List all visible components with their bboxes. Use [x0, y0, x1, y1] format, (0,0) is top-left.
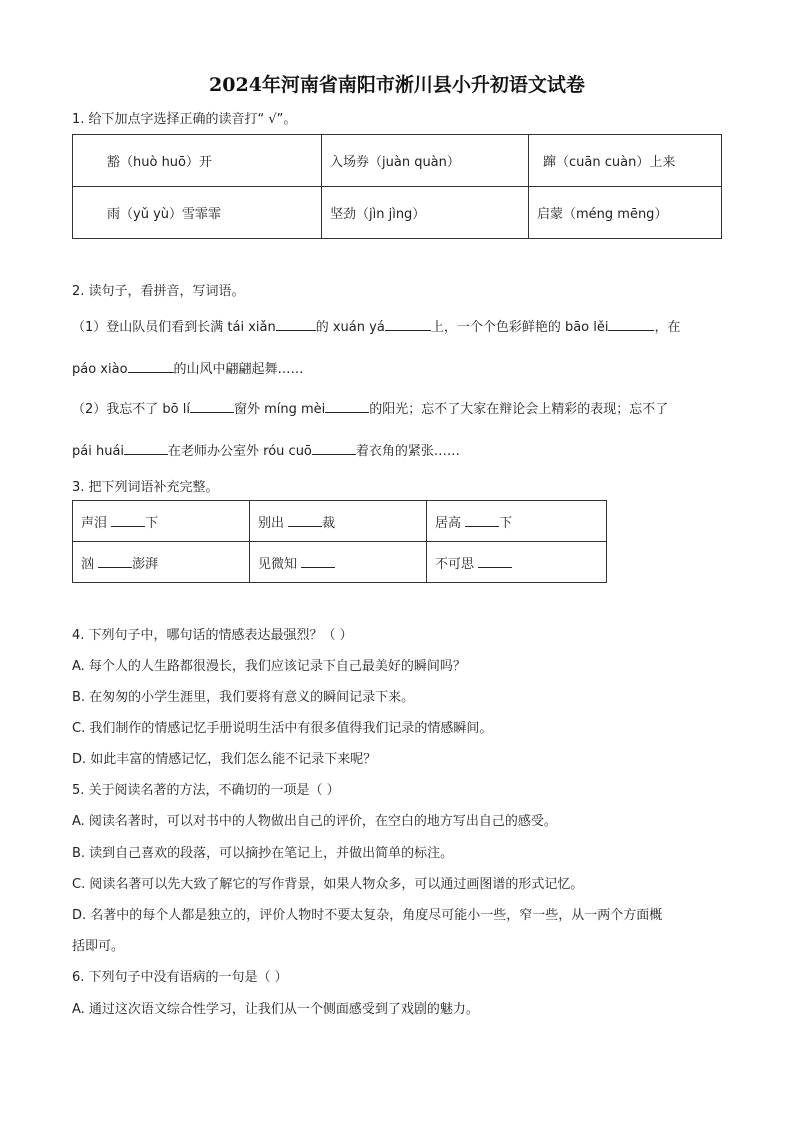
- answer-blank[interactable]: [276, 318, 316, 331]
- q2-sentence-2-line-1: [72, 398, 722, 417]
- table-cell: 雨（yǔ yù）雪霏霏: [73, 187, 322, 239]
- q4-option-b[interactable]: B. 在匆匆的小学生涯里，我们要将有意义的瞬间记录下来。: [72, 690, 415, 705]
- answer-blank[interactable]: [190, 400, 234, 413]
- q4-option-c[interactable]: C. 我们制作的情感记忆手册说明生活中有很多值得我们记录的情感瞬间。: [72, 721, 493, 736]
- text-span: 下: [145, 515, 159, 531]
- q2-sentence-1-line-1: [72, 316, 722, 335]
- q4-stem: 4. 下列句子中，哪句话的情感表达最强烈？（ ）: [72, 628, 353, 643]
- text-span: pái huái: [72, 444, 125, 459]
- answer-blank[interactable]: [128, 360, 174, 373]
- table-cell: [427, 542, 607, 583]
- table-row: [73, 187, 722, 239]
- text-span: 见微知: [258, 556, 298, 572]
- table-cell: 启蒙（méng mēng）: [529, 187, 722, 239]
- table-cell: [73, 501, 250, 542]
- q2-sentence-2-line-2: [72, 440, 722, 459]
- text-span: 裁: [322, 515, 336, 531]
- q4-option-d[interactable]: D. 如此丰富的情感记忆，我们怎么能不记录下来呢？: [72, 752, 377, 767]
- table-cell: [250, 542, 427, 583]
- page-title: 2024年河南省南阳市淅川县小升初语文试卷: [209, 74, 585, 96]
- answer-blank[interactable]: [312, 442, 356, 455]
- text-span: 不可思: [435, 556, 475, 572]
- text-span: 在老师办公室外 róu cuō: [168, 444, 312, 459]
- q3-stem: 3. 把下列词语补充完整。: [72, 480, 219, 495]
- text-span: ，在: [654, 320, 681, 335]
- answer-blank[interactable]: [98, 555, 132, 568]
- q3-table: [72, 500, 607, 583]
- q6-stem: 6. 下列句子中没有语病的一句是（ ）: [72, 970, 288, 985]
- table-row: [73, 501, 607, 542]
- table-cell: [427, 501, 607, 542]
- q5-option-a[interactable]: A. 阅读名著时，可以对书中的人物做出自己的评价，在空白的地方写出自己的感受。: [72, 814, 557, 829]
- answer-blank[interactable]: [478, 555, 512, 568]
- text-span: 别出: [258, 515, 285, 531]
- q1-stem: 1. 给下加点字选择正确的读音打“ √”。: [72, 112, 297, 127]
- text-span: 上，一个个色彩鲜艳的 bāo lěi: [430, 320, 609, 335]
- text-span: 汹: [81, 556, 95, 572]
- text-span: 的阳光；忘不了大家在辩论会上精彩的表现；忘不了: [369, 402, 669, 417]
- text-span: 的山风中翩翩起舞……: [173, 362, 304, 377]
- q5-stem: 5. 关于阅读名著的方法，不确切的一项是（ ）: [72, 783, 340, 798]
- q5-option-d-continued: 括即可。: [72, 939, 125, 954]
- answer-blank[interactable]: [111, 514, 145, 527]
- q1-table: [72, 134, 722, 239]
- text-span: 窗外 míng mèi: [233, 402, 326, 417]
- answer-blank[interactable]: [124, 442, 168, 455]
- answer-blank[interactable]: [465, 514, 499, 527]
- text-span: 下: [499, 515, 513, 531]
- table-cell: 入场券（juàn quàn）: [322, 135, 529, 187]
- q4-option-a[interactable]: A. 每个人的人生路都很漫长，我们应该记录下自己最美好的瞬间吗？: [72, 659, 466, 674]
- answer-blank[interactable]: [325, 400, 369, 413]
- q5-option-c[interactable]: C. 阅读名著可以先大致了解它的写作背景，如果人物众多，可以通过画图谱的形式记忆。: [72, 877, 584, 892]
- text-span: 的 xuán yá: [315, 320, 385, 335]
- table-cell: [73, 542, 250, 583]
- text-span: 声泪: [81, 515, 108, 531]
- text-span: （1）登山队员们看到长满 tái xiǎn: [72, 320, 276, 335]
- table-row: [73, 542, 607, 583]
- answer-blank[interactable]: [288, 514, 322, 527]
- answer-blank[interactable]: [385, 318, 431, 331]
- text-span: （2）我忘不了 bō lí: [72, 402, 190, 417]
- q6-option-a[interactable]: A. 通过这次语文综合性学习，让我们从一个侧面感受到了戏剧的魅力。: [72, 1002, 479, 1017]
- table-cell: 豁（huò huō）开: [73, 135, 322, 187]
- q5-option-b[interactable]: B. 读到自己喜欢的段落，可以摘抄在笔记上，并做出简单的标注。: [72, 846, 454, 861]
- q2-sentence-1-line-2: [72, 358, 722, 377]
- answer-blank[interactable]: [608, 318, 654, 331]
- text-span: 着衣角的紧张……: [355, 444, 460, 459]
- q5-option-d[interactable]: D. 名著中的每个人都是独立的，评价人物时不要太复杂，角度尽可能小一些，窄一些，从一两个方面概: [72, 908, 663, 923]
- text-span: 居高: [435, 515, 462, 531]
- text-span: 澎湃: [132, 556, 159, 572]
- table-cell: 坚劲（jìn jìng）: [322, 187, 529, 239]
- table-row: [73, 135, 722, 187]
- table-cell: [250, 501, 427, 542]
- q2-stem: 2. 读句子，看拼音，写词语。: [72, 284, 245, 299]
- text-span: páo xiào: [72, 362, 128, 377]
- table-cell: 蹿（cuān cuàn）上来: [529, 135, 722, 187]
- answer-blank[interactable]: [301, 555, 335, 568]
